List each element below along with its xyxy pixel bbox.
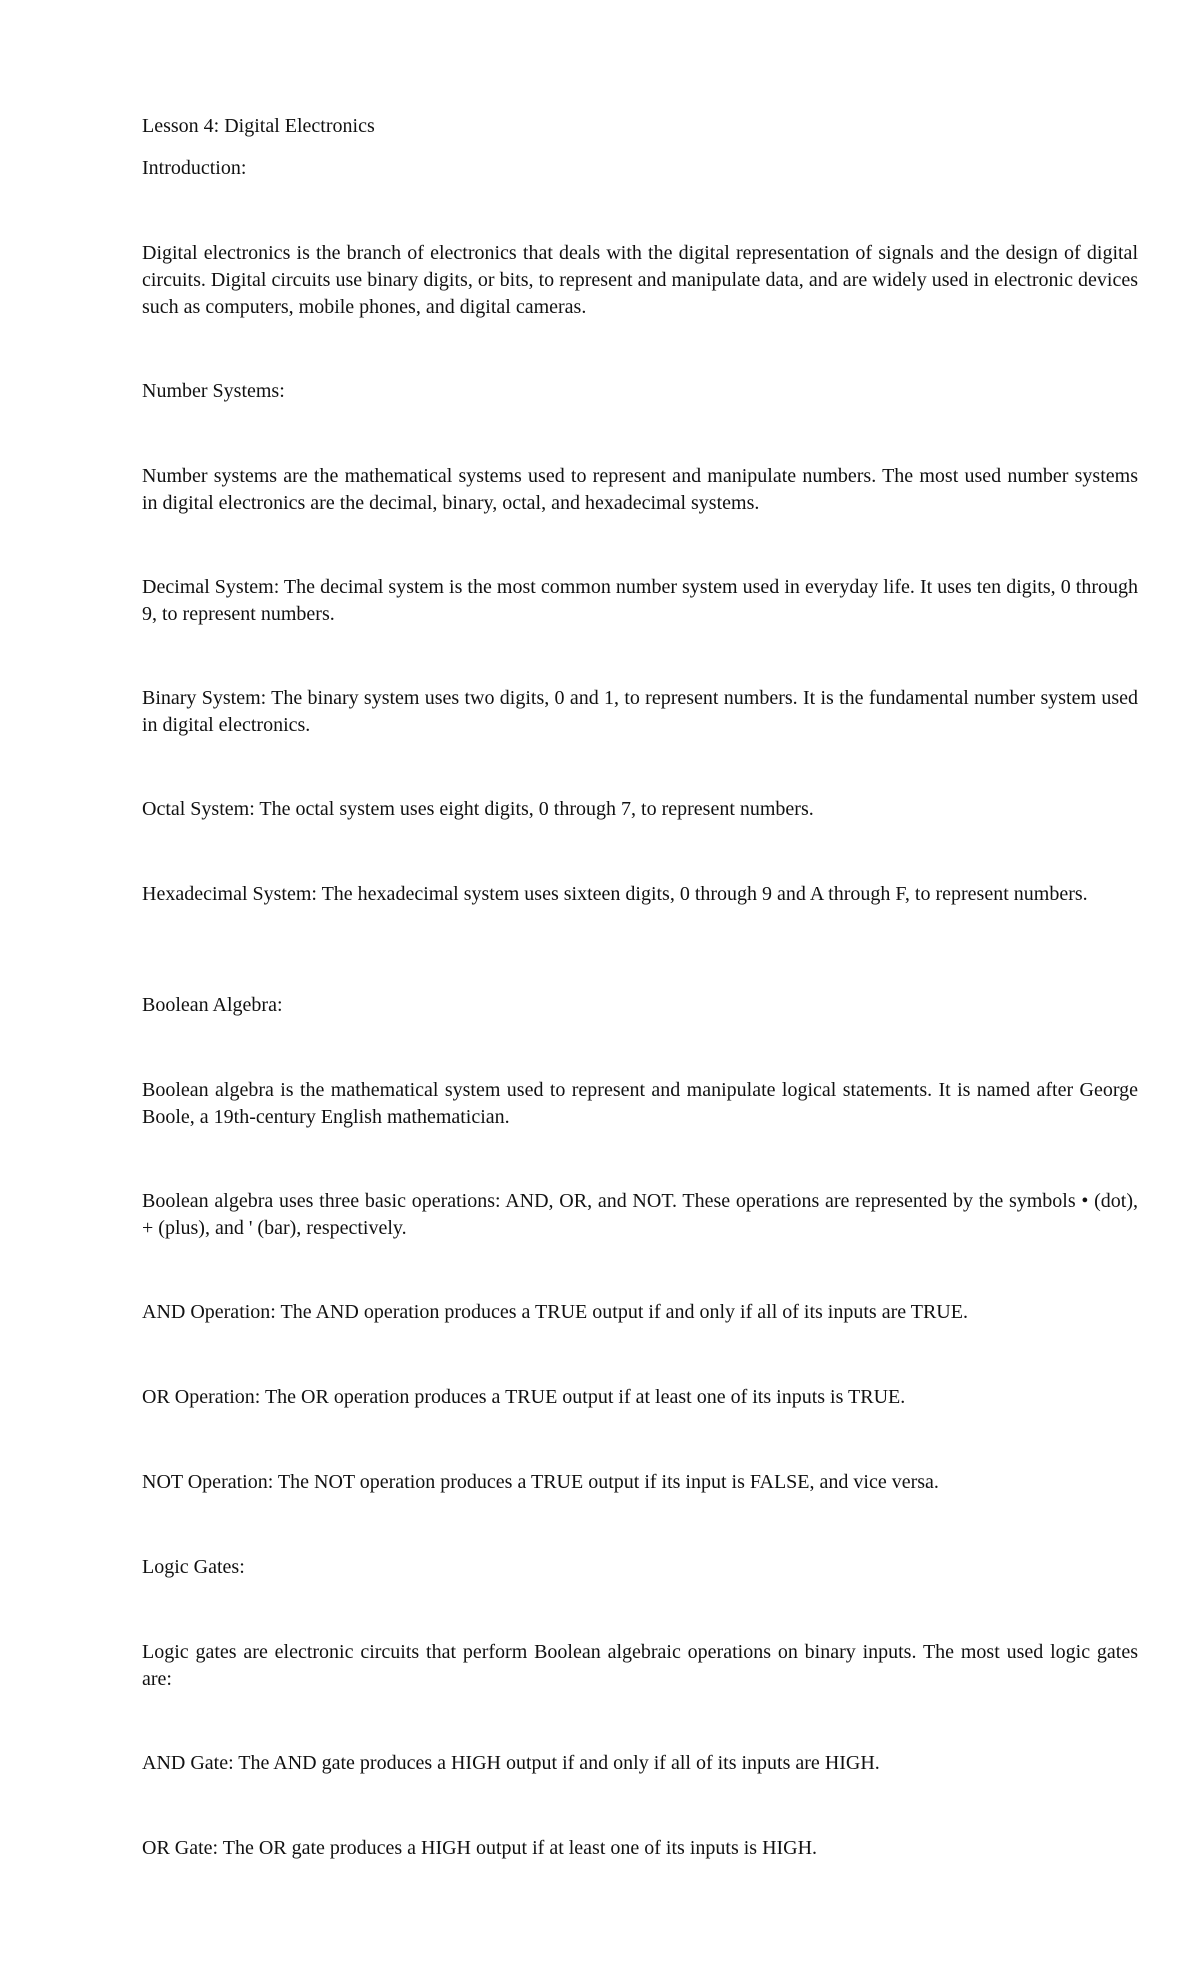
paragraph-decimal-system: Decimal System: The decimal system is the most common number system used in everyday life. It uses ten digits, 0 through 9, to represent numbers. (142, 576, 1138, 625)
paragraph-hexadecimal-system: Hexadecimal System: The hexadecimal system uses sixteen digits, 0 through 9 and A through F, to represent numbers. (142, 883, 1088, 905)
document-title: Lesson 4: Digital Electronics (142, 115, 375, 137)
heading-boolean-algebra: Boolean Algebra: (142, 994, 283, 1016)
paragraph-or-gate: OR Gate: The OR gate produces a HIGH output if at least one of its inputs is HIGH. (142, 1837, 818, 1859)
heading-number-systems: Number Systems: (142, 380, 285, 402)
paragraph-binary-system: Binary System: The binary system uses two digits, 0 and 1, to represent numbers. It is the fundamental number system used in digital electronics. (142, 687, 1138, 736)
paragraph-boolean-algebra-2: Boolean algebra uses three basic operations: AND, OR, and NOT. These operations are represented by the symbols • (dot), + (plus), and ' (bar), respectively. (142, 1190, 1138, 1239)
paragraph-and-operation: AND Operation: The AND operation produces a TRUE output if and only if all of its inputs are TRUE. (142, 1301, 968, 1323)
paragraph-and-gate: AND Gate: The AND gate produces a HIGH output if and only if all of its inputs are HIGH. (142, 1752, 880, 1774)
paragraph-not-operation: NOT Operation: The NOT operation produces a TRUE output if its input is FALSE, and vice versa. (142, 1471, 939, 1493)
paragraph-or-operation: OR Operation: The OR operation produces a TRUE output if at least one of its inputs is TRUE. (142, 1386, 906, 1408)
paragraph-introduction: Digital electronics is the branch of electronics that deals with the digital representation of signals and the design of digital circuits. Digital circuits use binary digits, or bits, to represent and manipulate data, and are widely used in electronic devices such as computers, mobile phones, and digital cameras. (142, 242, 1138, 318)
heading-logic-gates: Logic Gates: (142, 1556, 245, 1578)
paragraph-boolean-algebra-1: Boolean algebra is the mathematical system used to represent and manipulate logical statements. It is named after George Boole, a 19th-century English mathematician. (142, 1079, 1138, 1128)
heading-introduction: Introduction: (142, 157, 247, 179)
paragraph-logic-gates: Logic gates are electronic circuits that perform Boolean algebraic operations on binary inputs. The most used logic gates are: (142, 1641, 1138, 1690)
paragraph-octal-system: Octal System: The octal system uses eight digits, 0 through 7, to represent numbers. (142, 798, 814, 820)
paragraph-number-systems: Number systems are the mathematical systems used to represent and manipulate numbers. The most used number systems in digital electronics are the decimal, binary, octal, and hexadecimal systems. (142, 465, 1138, 514)
